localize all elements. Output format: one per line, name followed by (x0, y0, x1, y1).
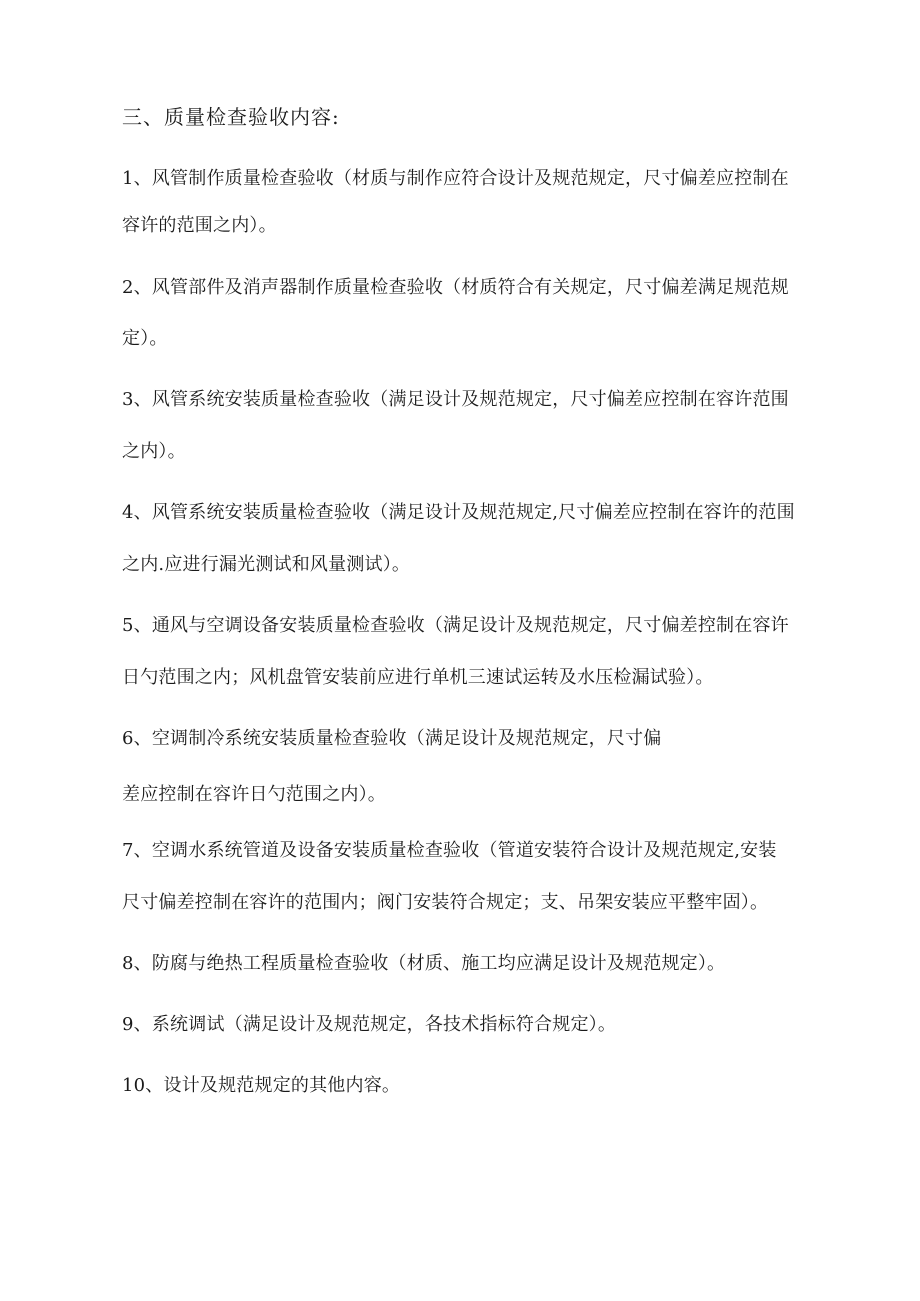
item-7-line-1: 7、空调水系统管道及设备安装质量检查验收（管道安装符合设计及规范规定,安装 (122, 840, 777, 861)
item-1-line-2: 容许的范围之内）。 (122, 215, 277, 236)
item-9-line-1: 9、系统调试（满足设计及规范规定，各技术指标符合规定）。 (122, 1014, 617, 1035)
item-7-line-2: 尺寸偏差控制在容许的范围内；阀门安装符合规定；支、吊架安装应平整牢固）。 (122, 892, 769, 913)
item-3-line-2: 之内）。 (122, 441, 186, 462)
item-1-line-1: 1、风管制作质量检查验收（材质与制作应符合设计及规范规定，尺寸偏差应控制在 (122, 168, 789, 189)
item-6-line-1: 6、空调制冷系统安装质量检查验收（满足设计及规范规定，尺寸偏 (122, 728, 662, 749)
item-3-line-1: 3、风管系统安装质量检查验收（满足设计及规范规定，尺寸偏差应控制在容许范围 (122, 389, 789, 410)
section-heading: 三、质量检查验收内容: (122, 105, 340, 129)
item-4-line-2: 之内.应进行漏光测试和风量测试）。 (122, 554, 411, 575)
item-2-line-1: 2、风管部件及消声器制作质量检查验收（材质符合有关规定，尺寸偏差满足规范规 (122, 277, 789, 298)
item-5-line-1: 5、通风与空调设备安装质量检查验收（满足设计及规范规定，尺寸偏差控制在容许 (122, 615, 789, 636)
item-8-line-1: 8、防腐与绝热工程质量检查验收（材质、施工均应满足设计及规范规定）。 (122, 953, 726, 974)
item-4-line-1: 4、风管系统安装质量检查验收（满足设计及规范规定,尺寸偏差应控制在容许的范围 (122, 502, 795, 523)
item-2-line-2: 定）。 (122, 328, 168, 349)
item-6-line-2: 差应控制在容许日勺范围之内）。 (122, 784, 386, 805)
item-5-line-2: 日勺范围之内；风机盘管安装前应进行单机三速试运转及水压检漏试验）。 (122, 667, 714, 688)
item-10-line-1: 10、设计及规范规定的其他内容。 (122, 1075, 401, 1096)
